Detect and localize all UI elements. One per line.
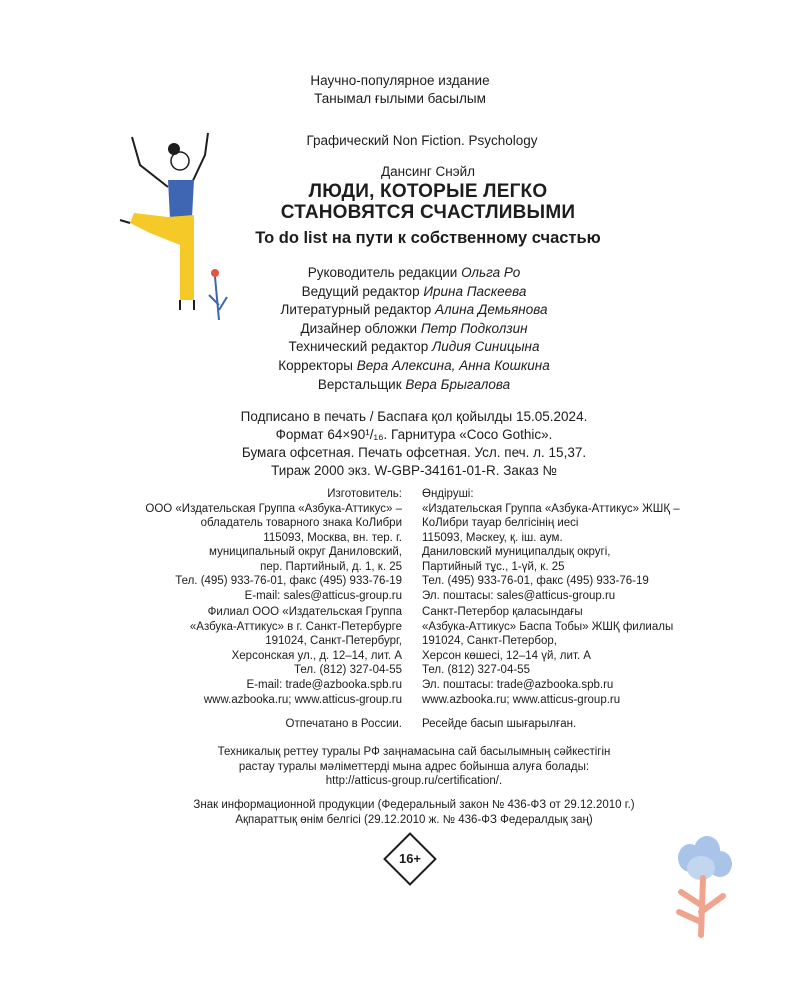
credit-line: Верстальщик Вера Брыгалова [317,376,511,392]
credits-list [0,264,800,394]
info-sign: Знак информационной продукции (Федеральный закон № 436-ФЗ от 29.12.2010 г.) Ақпараттық өнім белгісі (29.12.2010 ж. № 436-ФЗ Федералдық заң) [193,799,635,826]
book-subtitle: To do list на пути к собственному счастью [255,229,601,247]
blue-flower-illustration [665,830,745,940]
credit-line: Ведущий редактор Ирина Паскеева [301,283,527,299]
websites-ru: www.azbooka.ru; www.atticus-group.ru [203,694,402,706]
manufacturer-kz: Өндіруші: «Издательская Группа «Азбука-Аттикус» ЖШҚ – КоЛибри тауар белгісінің иесі 115093, Мәскеу, қ. іш. аум. Даниловский муниципалдық округі, Партийный тұс., 1-үй, к. 25 Тел. (495) 933-76-01, факс (495) 933-76-19 Эл. поштасы: sales@atticus-group.ru [422,488,680,602]
edition-kz: Танымал ғылыми басылым [314,91,486,106]
credit-line: Дизайнер обложки Петр Подколзин [300,320,528,336]
credit-line: Корректоры Вера Алексина, Анна Кошкина [278,357,550,373]
book-title-line2: СТАНОВЯТСЯ СЧАСТЛИВЫМИ [280,202,576,223]
book-title-line1: ЛЮДИ, КОТОРЫЕ ЛЕГКО [308,181,548,202]
edition-ru: Научно-популярное издание [310,73,490,88]
branch-kz: Санкт-Петербор қаласындағы «Азбука-Аттикус» Баспа Тобы» ЖШҚ филиалы 191024, Санкт-Петербор, Херсон көшесі, 12–14 үй, лит. А Тел. (812) 327-04-55 Эл. поштасы: trade@azbooka.spb.ru [422,606,674,691]
manufacturer-ru: Изготовитель: ООО «Издательская Группа «Азбука-Аттикус» – обладатель товарного знака КоЛибри 115093, Москва, вн. тер. г. муниципальный округ Даниловский, пер. Партийный, д. 1, к. 25 Тел. (495) 933-76-01, факс (495) 933-76-19 E-mail: sales@atticus-group.ru [145,488,402,602]
credit-line: Литературный редактор Алина Демьянова [280,302,548,318]
branch-ru: Филиал ООО «Издательская Группа «Азбука-Аттикус» в г. Санкт-Петербурге 191024, Санкт-Петербург, Херсонская ул., д. 12–14, лит. А Тел. (812) 327-04-55 E-mail: trade@azbooka.spb.ru [189,606,402,691]
series-name: Графический Non Fiction. Psychology [306,133,538,148]
printed-kz: Ресейде басып шығарылған. [422,718,577,730]
certification-note: Техникалық реттеу туралы РФ заңнамасына сай басылымның сәйкестігін растау туралы мәліметтерді мына адрес бойынша алуға болады: http://atticus-group.ru/certification/. [217,746,611,787]
websites-kz: www.azbooka.ru; www.atticus-group.ru [422,694,621,706]
printed-ru: Отпечатано в России. [285,718,402,730]
age-rating-label: 16+ [398,851,422,866]
author-name: Дансинг Снэйл [380,164,476,179]
credit-line: Руководитель редакции Ольга Ро [307,265,521,280]
credit-line: Технический редактор Лидия Синицына [288,339,540,355]
print-info: Подписано в печать / Баспаға қол қойылды 15.05.2024. Формат 64×90¹/₁₆. Гарнитура «Coco Gothic». Бумага офсетная. Печать офсетная. Усл. печ. л. 15,37. Тираж 2000 экз. W-GBP-34161-01-R. Заказ № [240,409,588,478]
